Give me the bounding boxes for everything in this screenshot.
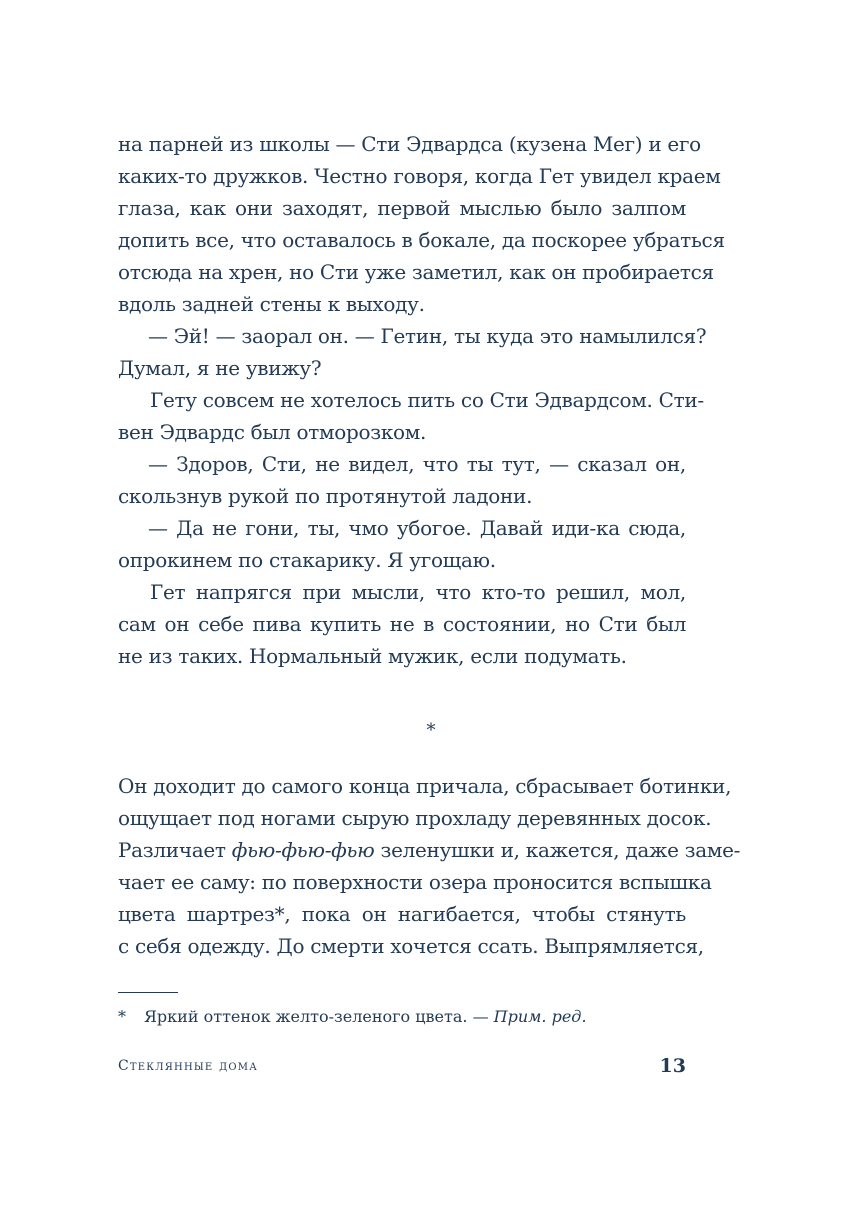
text-line: Он доходит до самого конца причала, сбрасывает ботинки, bbox=[118, 774, 732, 798]
text-segment: Различает bbox=[118, 838, 232, 862]
text-line: вен Эдвардс был отморозком. bbox=[118, 420, 427, 444]
footnote-divider bbox=[118, 992, 178, 993]
text-line: чает ее саму: по поверхности озера проносится вспышка bbox=[118, 870, 712, 894]
footnote bbox=[118, 1005, 587, 1029]
footnote-mark: * bbox=[118, 1007, 126, 1026]
text-line: глаза, как они заходят, первой мыслью было залпом bbox=[118, 196, 686, 220]
text-line: допить все, что оставалось в бокале, да поскорее убраться bbox=[118, 228, 725, 252]
text-line: — Эй! — заорал он. — Гетин, ты куда это намылился? bbox=[148, 324, 707, 348]
text-line: Гет напрягся при мысли, что кто-то решил, мол, bbox=[150, 580, 686, 604]
text-line: на парней из школы — Сти Эдвардса (кузена Мег) и его bbox=[118, 132, 701, 156]
text-line: вдоль задней стены к выходу. bbox=[118, 292, 425, 316]
text-line: сам он себе пива купить не в состоянии, но Сти был bbox=[118, 612, 686, 636]
text-line: отсюда на хрен, но Сти уже заметил, как он пробирается bbox=[118, 260, 714, 284]
footnote-text: Яркий оттенок желто-зеленого цвета. — bbox=[144, 1007, 494, 1026]
text-line: опрокинем по стакарику. Я угощаю. bbox=[118, 548, 496, 572]
italic-phrase: фью-фью-фью bbox=[231, 838, 375, 862]
text-line: каких-то дружков. Честно говоря, когда Гет увидел краем bbox=[118, 164, 721, 188]
page-number: 13 bbox=[659, 1055, 686, 1077]
footnote-editor-note: Прим. ред. bbox=[493, 1007, 587, 1026]
text-line: — Здоров, Сти, не видел, что ты тут, — сказал он, bbox=[148, 452, 686, 476]
text-line: не из таких. Нормальный мужик, если подумать. bbox=[118, 644, 627, 668]
text-line: Гету совсем не хотелось пить со Сти Эдвардсом. Сти- bbox=[150, 388, 704, 412]
text-line: — Да не гони, ты, чмо убогое. Давай иди-ка сюда, bbox=[148, 516, 686, 540]
text-line: цвета шартрез*, пока он нагибается, чтобы стянуть bbox=[118, 902, 686, 926]
text-line bbox=[118, 834, 741, 866]
text-segment: зеленушки и, кажется, даже заме- bbox=[374, 838, 741, 862]
text-line: Думал, я не увижу? bbox=[118, 356, 322, 380]
text-line: ощущает под ногами сырую прохладу деревянных досок. bbox=[118, 806, 712, 830]
running-head: Стеклянные дома bbox=[118, 1058, 259, 1074]
section-separator: * bbox=[426, 720, 436, 741]
text-line: скользнув рукой по протянутой ладони. bbox=[118, 484, 533, 508]
text-line: с себя одежду. До смерти хочется ссать. Выпрямляется, bbox=[118, 934, 704, 958]
